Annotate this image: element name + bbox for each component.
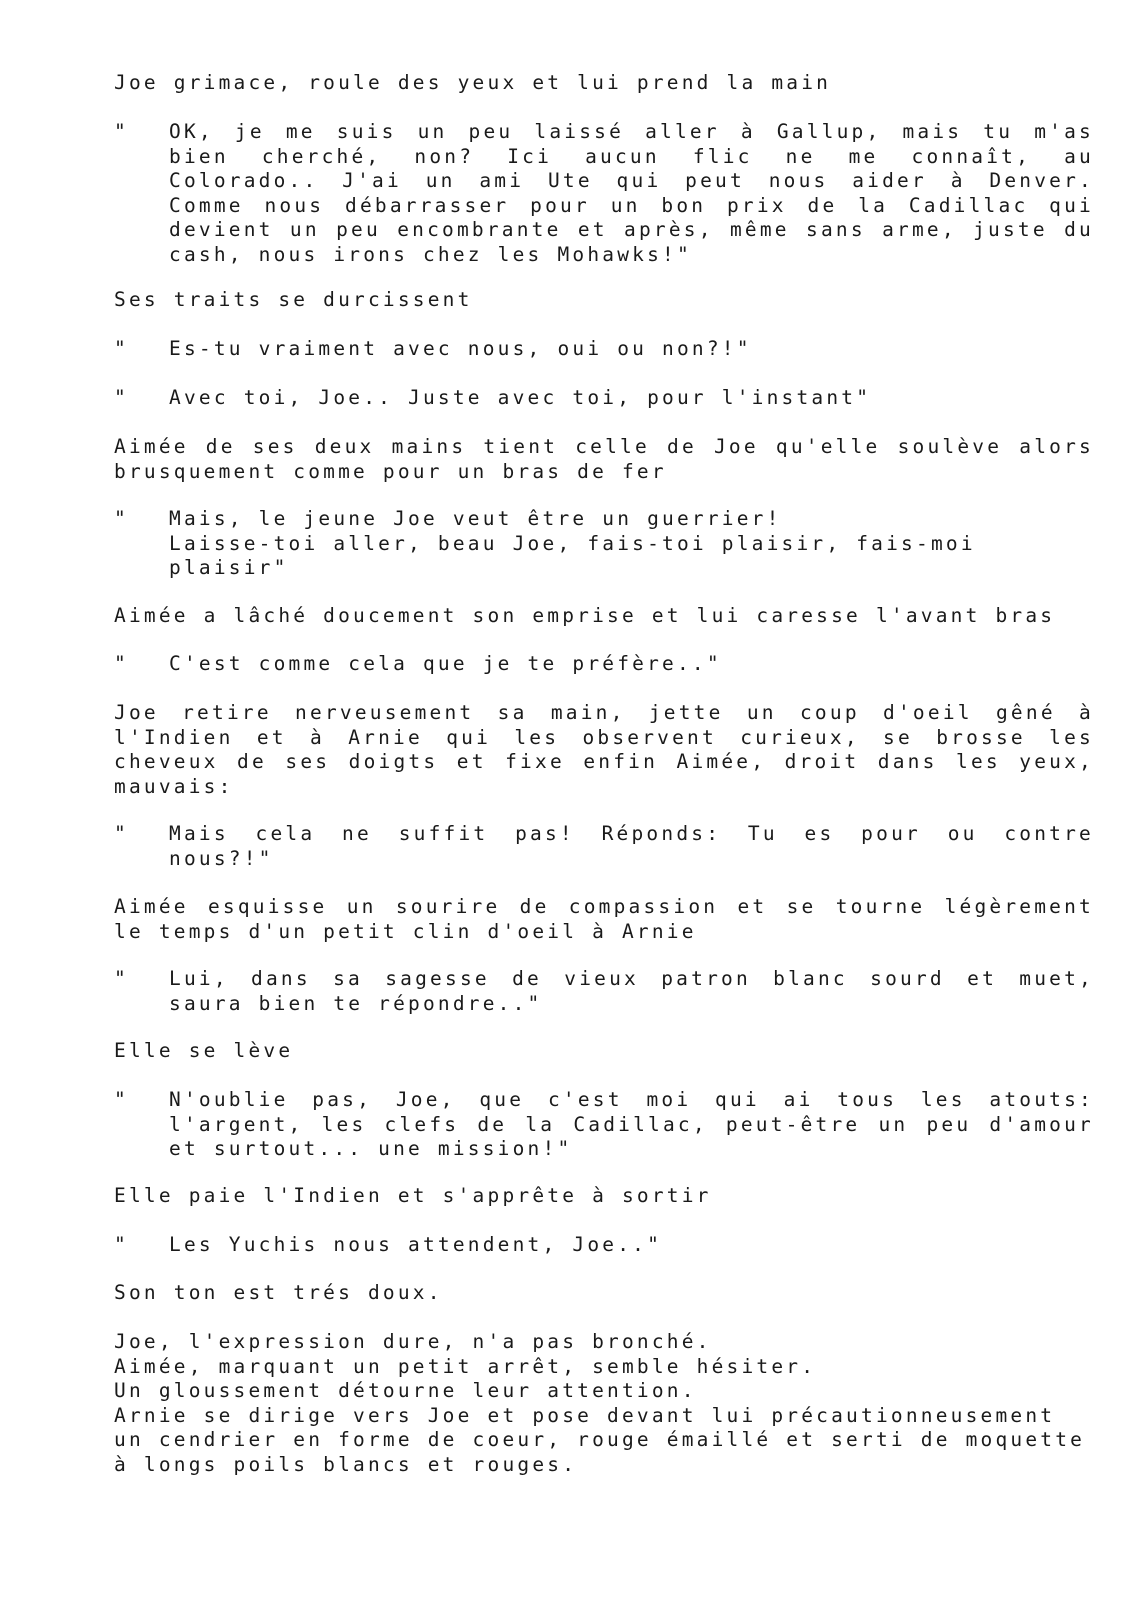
narration-paragraph: Joe, l'expression dure, n'a pas bronché. Aimée, marquant un petit arrêt, semble hésiter. Un gloussement détourne leur attention. Arnie se dirige vers Joe et pose devant lui précautionneusement un cendrier en forme de coeur, rouge émaillé et serti de moquette à longs poils blancs et rouges.	[114, 1330, 1086, 1476]
dialogue-text: Avec toi, Joe.. Juste avec toi, pour l'instant"	[169, 386, 872, 409]
opening-quote: "	[114, 507, 129, 530]
dialogue-text: Es-tu vraiment avec nous, oui ou non?!"	[169, 337, 752, 360]
dialogue-paragraph	[114, 1088, 1109, 1163]
narration-paragraph: Aimée a lâché doucement son emprise et lui caresse l'avant bras	[114, 604, 1056, 627]
opening-quote: "	[114, 967, 129, 990]
narration-paragraph: Aimée esquisse un sourire de compassion et se tourne légèrement le temps d'un petit clin d'oeil à Arnie	[114, 895, 1109, 943]
dialogue-paragraph	[114, 386, 1094, 412]
opening-quote: "	[114, 652, 129, 675]
narration-paragraph: Aimée de ses deux mains tient celle de Joe qu'elle soulève alors brusquement comme pour un bras de fer	[114, 435, 1109, 483]
opening-quote: "	[114, 337, 129, 360]
dialogue-paragraph	[114, 822, 1109, 872]
dialogue-paragraph	[114, 120, 1109, 270]
dialogue-paragraph	[114, 967, 1109, 1017]
opening-quote: "	[114, 1233, 129, 1256]
narration-paragraph: Elle paie l'Indien et s'apprête à sortir	[114, 1184, 712, 1207]
dialogue-text: Mais cela ne suffit pas! Réponds: Tu es pour ou contre nous?!"	[169, 822, 1109, 870]
dialogue-text: Les Yuchis nous attendent, Joe.."	[169, 1233, 663, 1256]
opening-quote: "	[114, 1088, 129, 1111]
dialogue-text: N'oublie pas, Joe, que c'est moi qui ai tous les atouts: l'argent, les clefs de la Cadillac, peut-être un peu d'amour et surtout... une mission!"	[169, 1088, 1109, 1160]
opening-quote: "	[114, 386, 129, 409]
dialogue-text: Lui, dans sa sagesse de vieux patron blanc sourd et muet, saura bien te répondre.."	[169, 967, 1109, 1015]
opening-quote: "	[114, 120, 129, 143]
narration-paragraph: Joe retire nerveusement sa main, jette un coup d'oeil gêné à l'Indien et à Arnie qui les observent curieux, se brosse les cheveux de ses doigts et fixe enfin Aimée, droit dans les yeux, mauvais:	[114, 701, 1109, 798]
opening-quote: "	[114, 822, 129, 845]
dialogue-paragraph	[114, 652, 1094, 678]
dialogue-paragraph	[114, 507, 1094, 582]
dialogue-paragraph	[114, 337, 1094, 363]
narration-paragraph: Son ton est trés doux.	[114, 1281, 443, 1304]
dialogue-text: C'est comme cela que je te préfère.."	[169, 652, 722, 675]
narration-paragraph: Joe grimace, roule des yeux et lui prend la main	[114, 71, 832, 94]
narration-paragraph: Elle se lève	[114, 1039, 294, 1062]
narration-paragraph: Ses traits se durcissent	[114, 288, 473, 311]
dialogue-paragraph	[114, 1233, 1094, 1259]
dialogue-text: Mais, le jeune Joe veut être un guerrier! Laisse-toi aller, beau Joe, fais-toi plaisir, fais-moi plaisir"	[169, 507, 976, 579]
dialogue-text: OK, je me suis un peu laissé aller à Gallup, mais tu m'as bien cherché, non? Ici aucun flic ne me connaît, au Colorado.. J'ai un ami Ute qui peut nous aider à Denver. Comme nous débarrasser pour un bon prix de la Cadillac qui devient un peu encombrante et après, même sans arme, juste du cash, nous irons chez les Mohawks!"	[169, 120, 1109, 266]
